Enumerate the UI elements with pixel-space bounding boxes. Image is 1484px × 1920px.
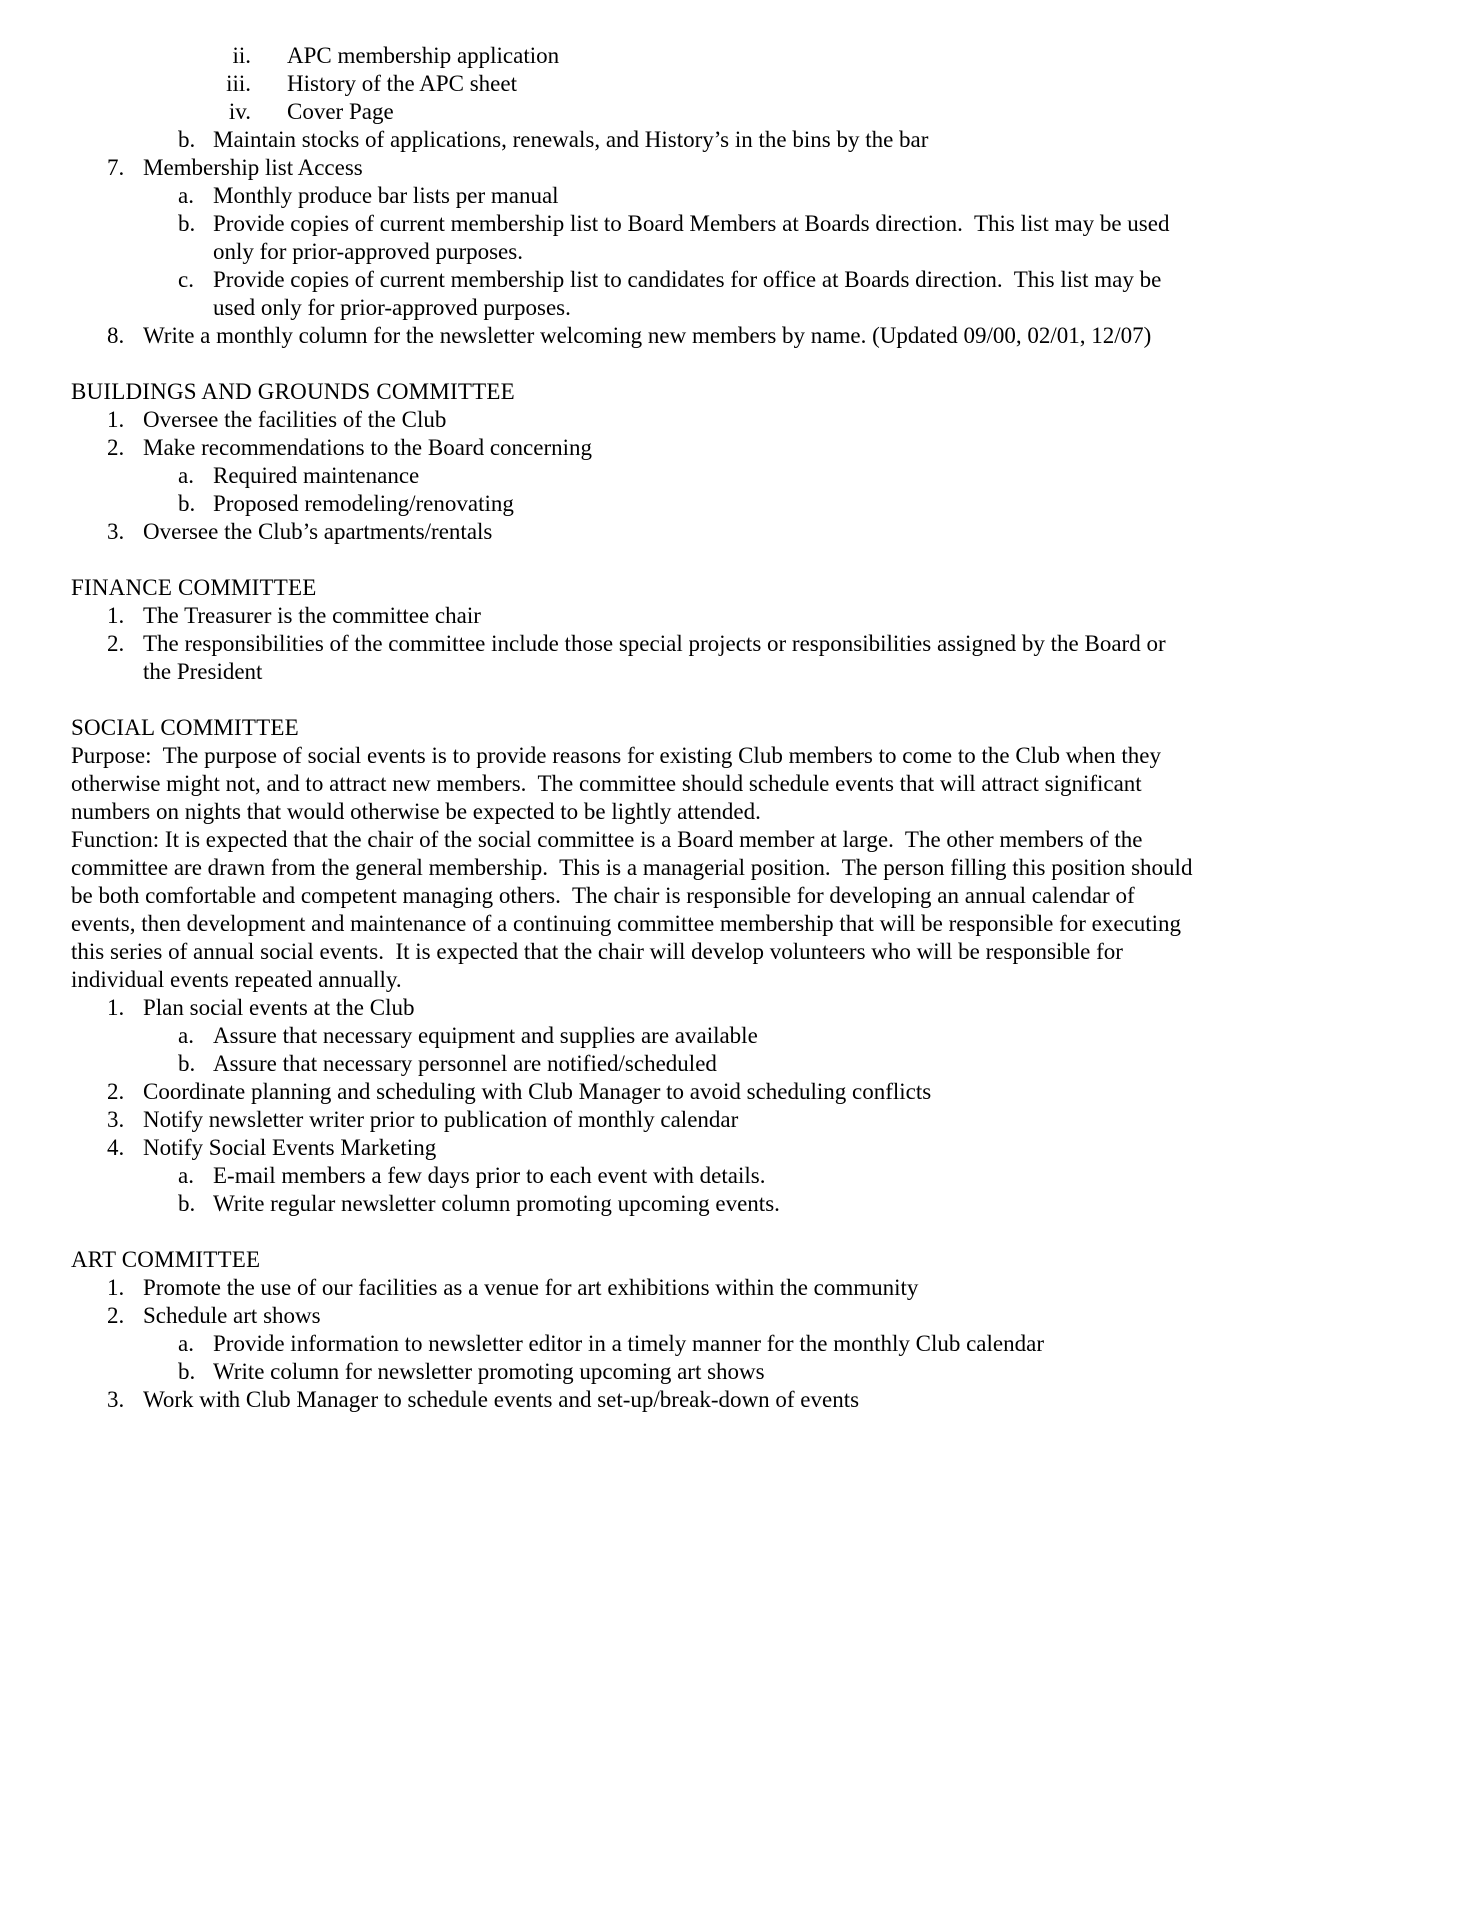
list-item-text: Assure that necessary equipment and supplies are available [213,1023,758,1048]
list-marker: 3. [107,1107,125,1132]
list-marker: 2. [107,631,125,656]
list-item [71,1106,1194,1134]
list-item-text: Notify Social Events Marketing [143,1135,437,1160]
list-item-text: Plan social events at the Club [143,995,415,1020]
list-marker: 4. [107,1135,125,1160]
list-item [71,630,1194,686]
list-item [71,1386,1194,1414]
section-heading: ART COMMITTEE [71,1247,261,1272]
list-marker: 1. [107,407,125,432]
list-marker: iv. [228,99,251,124]
list-item [71,490,1194,518]
list-item-text: Provide copies of current membership list to Board Members at Boards direction. This list may be used only for prior-approved purposes. [213,211,1176,264]
list-item [71,1022,1194,1050]
list-item [71,1078,1194,1106]
list-marker: 3. [107,519,125,544]
list-item-text: APC membership application [287,43,560,68]
list-item [71,1330,1194,1358]
paragraph: Function: It is expected that the chair of the social committee is a Board member at large. The other members of the committee are drawn from the general membership. This is a managerial position. The person filling this position should be both comfortable and competent managing others. The chair is responsible for developing an annual calendar of events, then development and maintenance of a continuing committee membership that will be responsible for executing this series of annual social events. It is expected that the chair will develop volunteers who will be responsible for individual events repeated annually. [71,827,1199,992]
list-item-text: Monthly produce bar lists per manual [213,183,559,208]
list-item-text: Membership list Access [143,155,363,180]
list-item [71,322,1194,350]
list-item-text: E-mail members a few days prior to each event with details. [213,1163,766,1188]
list-marker: iii. [226,71,251,96]
list-item [71,1358,1194,1386]
list-marker: ii. [232,43,251,68]
list-item-text: Proposed remodeling/renovating [213,491,514,516]
list-marker: b. [178,211,196,236]
section-heading: BUILDINGS AND GROUNDS COMMITTEE [71,379,515,404]
list-item-text: Oversee the facilities of the Club [143,407,447,432]
list-item-text: Provide information to newsletter editor in a timely manner for the monthly Club calendar [213,1331,1044,1356]
list-item [71,42,1194,70]
list-item [71,126,1194,154]
list-item [71,182,1194,210]
list-item-text: Make recommendations to the Board concerning [143,435,592,460]
list-marker: 1. [107,603,125,628]
list-item-text: Work with Club Manager to schedule events and set-up/break-down of events [143,1387,860,1412]
section-spacer [71,350,1194,378]
list-marker: 2. [107,1303,125,1328]
list-marker: 1. [107,995,125,1020]
list-item [71,1050,1194,1078]
list-item [71,462,1194,490]
list-item-text: Required maintenance [213,463,420,488]
list-marker: b. [178,491,196,516]
list-item-text: Provide copies of current membership list to candidates for office at Boards direction. This list may be used only for prior-approved purposes. [213,267,1168,320]
section-heading: SOCIAL COMMITTEE [71,715,299,740]
list-item-text: Write column for newsletter promoting upcoming art shows [213,1359,765,1384]
section-spacer [71,1218,1194,1246]
list-item-text: Oversee the Club’s apartments/rentals [143,519,493,544]
section-heading: FINANCE COMMITTEE [71,575,317,600]
list-marker: a. [178,1163,194,1188]
list-item-text: Promote the use of our facilities as a venue for art exhibitions within the community [143,1275,919,1300]
list-marker: a. [178,183,194,208]
section-spacer [71,686,1194,714]
list-marker: 1. [107,1275,125,1300]
list-item-text: Maintain stocks of applications, renewals, and History’s in the bins by the bar [213,127,929,152]
list-marker: a. [178,1023,194,1048]
paragraph: Purpose: The purpose of social events is to provide reasons for existing Club members to come to the Club when they otherwise might not, and to attract new members. The committee should schedule events that will attract significant numbers on nights that would otherwise be expected to be lightly attended. [71,743,1167,824]
list-item [71,406,1194,434]
list-item [71,518,1194,546]
list-item [71,98,1194,126]
list-item [71,602,1194,630]
list-item-text: Schedule art shows [143,1303,321,1328]
list-marker: b. [178,1191,196,1216]
list-marker: a. [178,1331,194,1356]
list-marker: b. [178,1051,196,1076]
list-item [71,70,1194,98]
list-item [71,266,1194,322]
list-item [71,1190,1194,1218]
list-item [71,1134,1194,1162]
list-marker: a. [178,463,194,488]
list-item-text: The Treasurer is the committee chair [143,603,481,628]
list-item-text: Assure that necessary personnel are notified/scheduled [213,1051,717,1076]
list-item [71,1162,1194,1190]
list-item [71,1302,1194,1330]
list-marker: 8. [107,323,125,348]
list-marker: b. [178,1359,196,1384]
list-item-text: Write a monthly column for the newsletter welcoming new members by name. (Updated 09/00, 02/01, 12/07) [143,323,1152,348]
list-item [71,994,1194,1022]
list-marker: c. [178,267,194,292]
list-item-text: The responsibilities of the committee include those special projects or responsibilities assigned by the Board or the President [143,631,1172,684]
list-item-text: Cover Page [287,99,394,124]
list-marker: 2. [107,435,125,460]
list-item [71,154,1194,182]
list-item-text: Notify newsletter writer prior to publication of monthly calendar [143,1107,739,1132]
section-spacer [71,546,1194,574]
list-item-text: History of the APC sheet [287,71,517,96]
list-item [71,434,1194,462]
list-marker: b. [178,127,196,152]
list-item-text: Coordinate planning and scheduling with Club Manager to avoid scheduling conflicts [143,1079,932,1104]
list-marker: 3. [107,1387,125,1412]
list-marker: 2. [107,1079,125,1104]
list-item [71,1274,1194,1302]
document-body [71,42,1199,1414]
list-item-text: Write regular newsletter column promoting upcoming events. [213,1191,780,1216]
list-marker: 7. [107,155,125,180]
list-item [71,210,1194,266]
